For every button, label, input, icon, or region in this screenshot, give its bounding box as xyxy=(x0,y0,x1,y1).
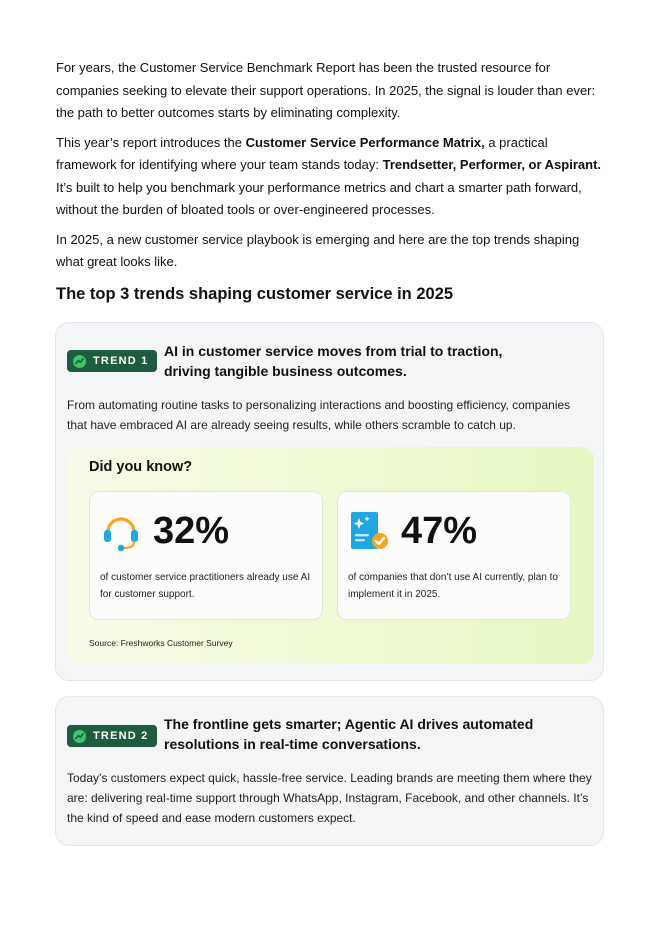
ai-document-icon xyxy=(347,509,391,553)
stat-description-2: of companies that don’t use AI currently, plan to implement it in 2025. xyxy=(348,572,558,600)
intro-text xyxy=(56,57,608,281)
trend-badge-label: TREND 1 xyxy=(93,355,149,367)
source-note: Source: Freshworks Customer Survey xyxy=(89,638,233,648)
matrix-name: Customer Service Performance Matrix, xyxy=(245,134,485,150)
stat-card-1 xyxy=(89,491,323,620)
trend-heading-1-line-2: driving tangible business outcomes. xyxy=(164,363,407,379)
trend-badge-label: TREND 2 xyxy=(93,730,149,742)
intro-paragraph-2 xyxy=(56,132,608,222)
did-you-know-panel xyxy=(68,447,594,664)
trend-body-2: Today’s customers expect quick, hassle-free service. Leading brands are meeting them where they are: delivering real-time support through WhatsApp, Instagram, Facebook, and other channels. It’s the kind of speed and ease modern customers expect. xyxy=(67,771,592,825)
intro-p2-text-e: It’s built to help you benchmark your performance metrics and chart a smarter path forward, without the burden of bloated tools or over-engineered processes. xyxy=(56,179,582,217)
trend-card-1 xyxy=(55,322,604,681)
stat-description-1: of customer service practitioners already use AI for customer support. xyxy=(100,572,311,600)
stat-card-2 xyxy=(337,491,571,620)
intro-paragraph-1: For years, the Customer Service Benchmark Report has been the trusted resource for companies seeking to elevate their support operations. In 2025, the signal is louder than ever: the path to better outcomes starts by eliminating complexity. xyxy=(56,60,596,120)
headset-icon xyxy=(99,509,143,553)
matrix-tiers: Trendsetter, Performer, or Aspirant. xyxy=(382,157,602,172)
trend-heading-2-line-1: The frontline gets smarter; Agentic AI drives automated xyxy=(164,716,534,732)
trend-heading-2 xyxy=(164,714,544,754)
trend-heading-2-line-2: resolutions in real-time conversations. xyxy=(164,736,421,752)
trend-card-2 xyxy=(55,696,604,846)
trend-heading-1 xyxy=(164,341,544,381)
intro-p2-text-c: a practical framework for identifying where your team stands today: xyxy=(56,134,548,172)
intro-p2-text-a: This year’s report introduces the xyxy=(56,134,246,150)
trend-up-icon xyxy=(73,355,86,368)
section-title: The top 3 trends shaping customer service in 2025 xyxy=(56,285,454,303)
intro-paragraph-3: In 2025, a new customer service playbook is emerging and here are the top trends shaping what great looks like. xyxy=(56,231,580,269)
stat-value-2: 47% xyxy=(401,510,478,552)
trend-body-1: From automating routine tasks to personalizing interactions and boosting efficiency, companies that have embraced AI are already seeing results, while others scramble to catch up. xyxy=(67,398,571,432)
trend-heading-1-line-1: AI in customer service moves from trial to traction, xyxy=(164,343,503,359)
did-you-know-title: Did you know? xyxy=(89,459,193,475)
stat-value-1: 32% xyxy=(153,510,230,552)
trend-up-icon xyxy=(73,730,86,743)
trend-badge-2 xyxy=(67,725,157,747)
trend-badge-1 xyxy=(67,350,157,372)
